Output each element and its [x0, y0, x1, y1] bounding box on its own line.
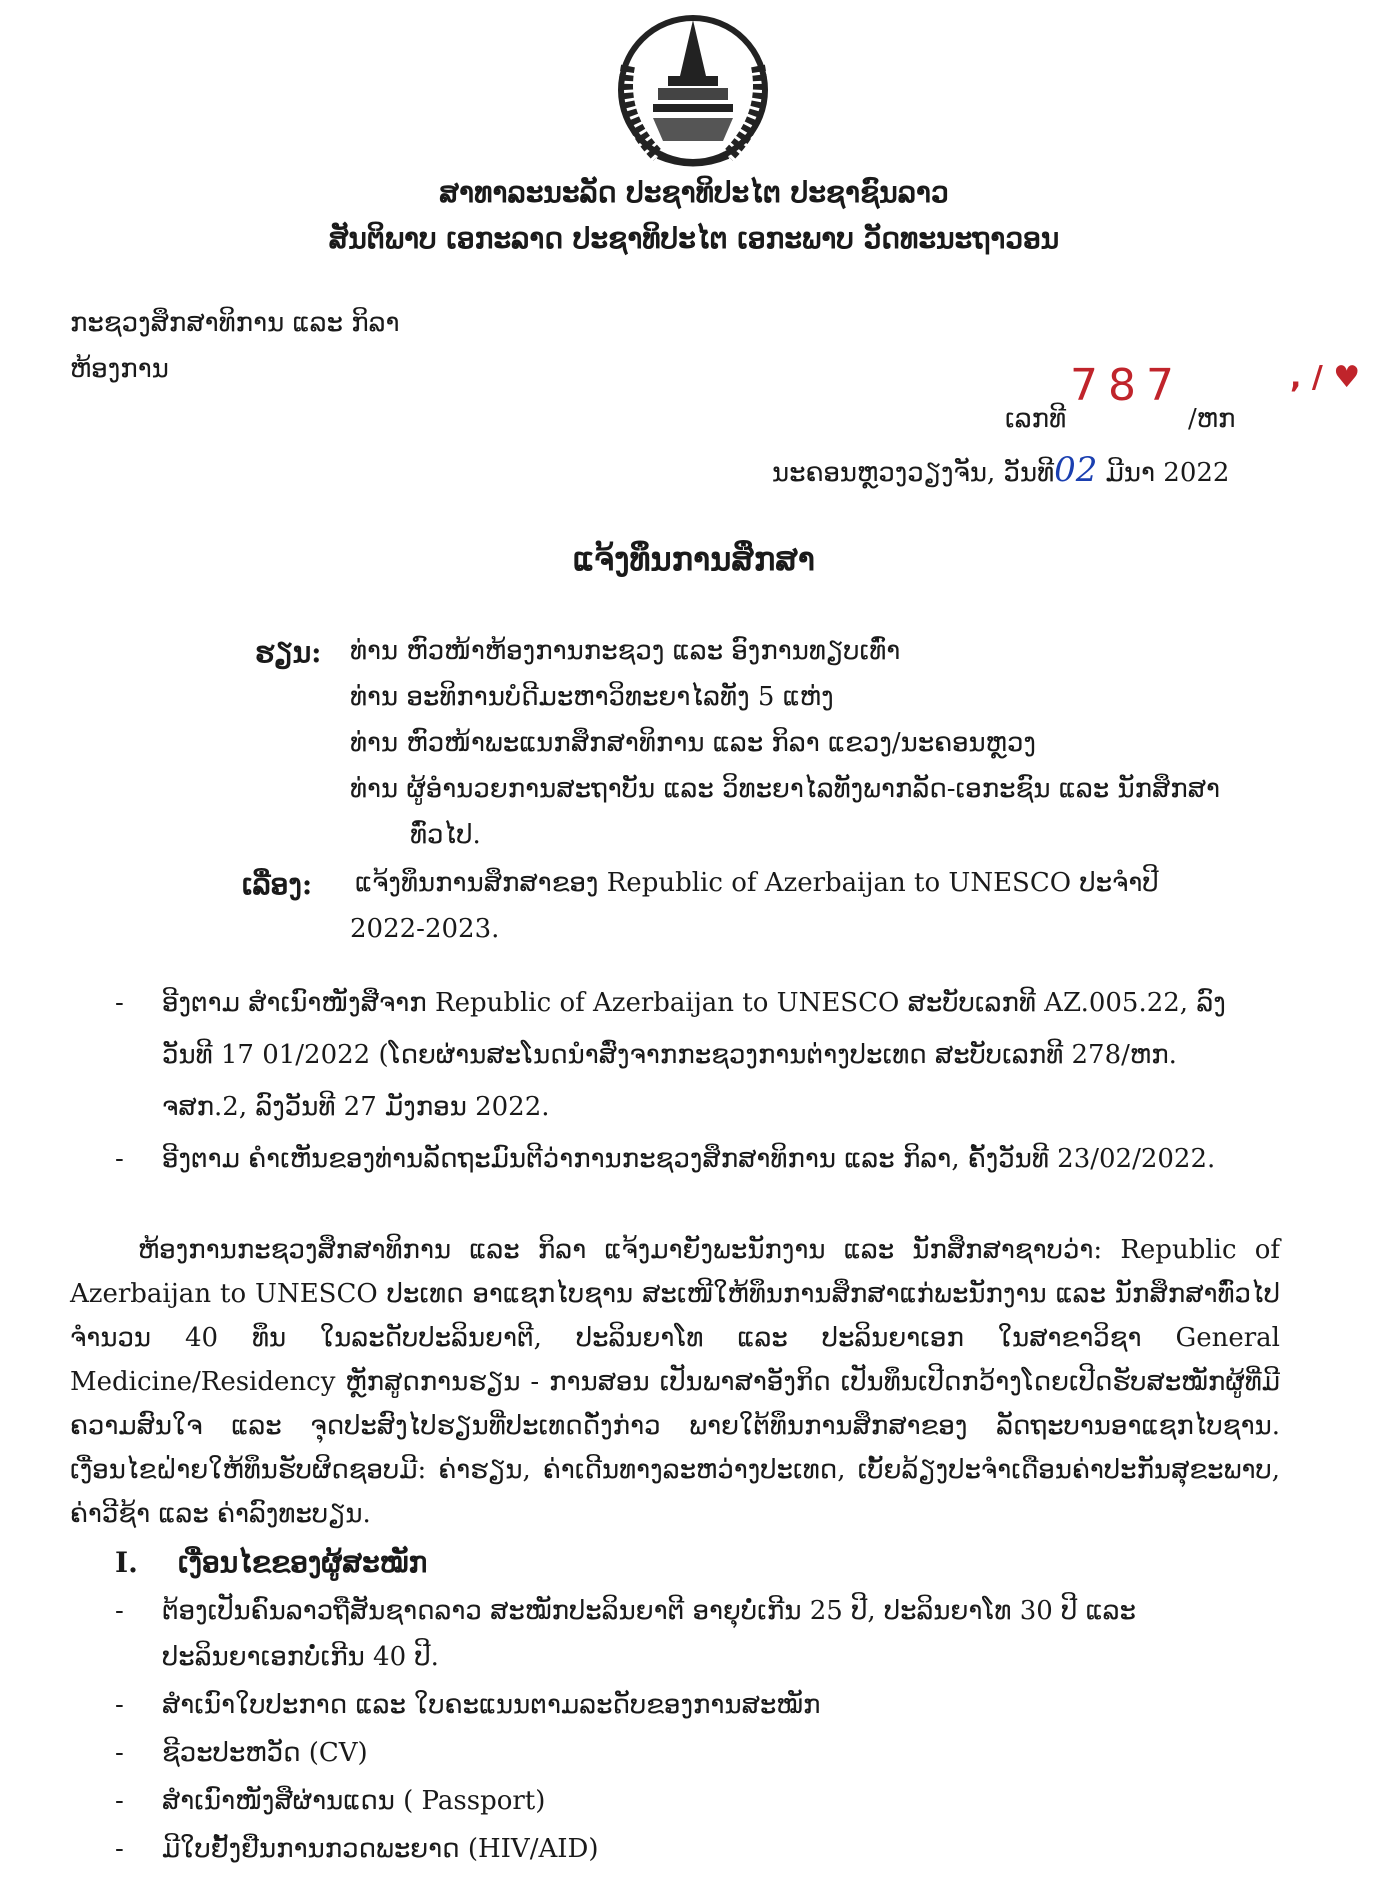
condition-1-dash: -: [115, 1596, 124, 1626]
subject-label: ເລື່ອງ:: [242, 868, 313, 901]
document-title: ແຈ້ງທຶນການສຶກສາ: [572, 540, 816, 578]
condition-1-line-2: ປະລິນຍາເອກບໍ່ເກີນ 40 ປີ.: [162, 1642, 439, 1672]
condition-2-line-1: ສຳເນົາໃບປະກາດ ແລະ ໃບຄະແນນຕາມລະດັບຂອງການສະໝັກ: [162, 1690, 821, 1720]
reference-1-dash: -: [115, 988, 124, 1018]
reference-number-label: ເລກທີ: [1005, 404, 1067, 434]
condition-5-line-1: ມີໃບຢັ້ງຢືນການກວດພະຍາດ (HIV/AID): [162, 1834, 599, 1864]
to-line-2: ທ່ານ ອະທິການບໍດີມະຫາວິທະຍາໄລທັງ 5 ແຫ່ງ: [350, 682, 834, 712]
condition-5-dash: -: [115, 1834, 124, 1864]
reference-2-dash: -: [115, 1144, 124, 1174]
section-1-numeral: I.: [115, 1546, 138, 1579]
ministry-office: ຫ້ອງການ: [70, 354, 169, 384]
to-line-3: ທ່ານ ຫົວໜ້າພະແນກສຶກສາທິການ ແລະ ກິລາ ແຂວງ/ນະຄອນຫຼວງ: [350, 728, 1036, 758]
to-line-1: ທ່ານ ຫົວໜ້າຫ້ອງການກະຊວງ ແລະ ອົງການທຽບເທົ່າ: [350, 636, 901, 666]
ministry-name: ກະຊວງສຶກສາທິການ ແລະ ກິລາ: [70, 308, 400, 338]
to-line-4: ທ່ານ ຜູ້ອຳນວຍການສະຖາບັນ ແລະ ວິທະຍາໄລທັງພາກລັດ-ເອກະຊົນ ແລະ ນັກສຶກສາ: [350, 774, 1221, 804]
condition-2-dash: -: [115, 1690, 124, 1720]
reference-number-suffix: /ຫກ: [1188, 404, 1236, 434]
header-line-2: ສັນຕິພາບ ເອກະລາດ ປະຊາທິປະໄຕ ເອກະພາບ ວັດທະນະຖາວອນ: [328, 222, 1060, 255]
subject-line-2: 2022-2023.: [350, 914, 500, 944]
reference-1-line-1: ອີງຕາມ ສຳເນົາໜັງສືຈາກ Republic of Azerbaijan to UNESCO ສະບັບເລກທີ AZ.005.22, ລົງ: [162, 988, 1226, 1018]
body-paragraph: ຫ້ອງການກະຊວງສຶກສາທິການ ແລະ ກິລາ ແຈ້ງມາຍັງພະນັກງານ ແລະ ນັກສຶກສາຊາບວ່າ: Republic of Azerbaijan to UNESCO ປະເທດ ອາແຊກໄບຊານ ສະເໜີໃຫ້ທຶນການສຶກສາແກ່ພະນັກງານ ແລະ ນັກສຶກສາທົ່ວໄປ ຈຳນວນ 40 ທຶນ ໃນລະດັບປະລິນຍາຕີ, ປະລິນຍາໂທ ແລະ ປະລິນຍາເອກ ໃນສາຂາວິຊາ General Medicine/Residency ຫຼັກສູດການຮຽນ - ການສອນ ເປັນພາສາອັງກິດ ເປັນທຶນເປີດກວ້າງໂດຍເປີດຮັບສະໝັກຜູ້ທີ່ມີຄວາມສົນໃຈ ແລະ ຈຸດປະສົງໄປຮຽນທີ່ປະເທດດັ່ງກ່າວ ພາຍໃຕ້ທຶນການສຶກສາຂອງ ລັດຖະບານອາແຊກໄບຊານ. ເງື່ອນໄຂຝ່າຍໃຫ້ທຶນຮັບຜິດຊອບມີ: ຄ່າຮຽນ, ຄ່າເດີນທາງລະຫວ່າງປະເທດ, ເບັ້ຍລ້ຽງປະຈຳເດືອນຄ່າປະກັນສຸຂະພາບ, ຄ່າວີຊ້າ ແລະ ຄ່າລົງທະບຽນ.: [70, 1235, 1280, 1529]
reference-1-line-3: ຈສກ.2, ລົງວັນທີ 27 ມັງກອນ 2022.: [162, 1092, 550, 1122]
to-label: ຮຽນ:: [255, 636, 322, 669]
condition-1-line-1: ຕ້ອງເປັນຄົນລາວຖືສັນຊາດລາວ ສະໝັກປະລິນຍາຕີ ອາຍຸບໍ່ເກີນ 25 ປີ, ປະລິນຍາໂທ 30 ປີ ແລະ: [162, 1596, 1136, 1626]
corner-marks: , / ♥: [1290, 360, 1361, 395]
condition-3-line-1: ຊີວະປະຫວັດ (CV): [162, 1738, 368, 1768]
subject-line-1: ແຈ້ງທຶນການສຶກສາຂອງ Republic of Azerbaijan to UNESCO ປະຈຳປີ: [355, 868, 1159, 898]
reference-2-line-1: ອີງຕາມ ຄຳເຫັນຂອງທ່ານລັດຖະມົນຕີວ່າການກະຊວງສຶກສາທິການ ແລະ ກິລາ, ຄັ້ງວັນທີ 23/02/2022.: [162, 1144, 1216, 1174]
reference-number-handwritten: 787: [1070, 360, 1184, 411]
to-line-5: ທົ່ວໄປ.: [410, 820, 481, 850]
condition-3-dash: -: [115, 1738, 124, 1768]
date-day-handwritten: 02: [1054, 450, 1098, 490]
lao-national-emblem: [598, 6, 788, 174]
header-line-1: ສາທາລະນະລັດ ປະຊາທິປະໄຕ ປະຊາຊົນລາວ: [439, 176, 949, 209]
condition-4-dash: -: [115, 1786, 124, 1816]
reference-1-line-2: ວັນທີ 17 01/2022 (ໂດຍຜ່ານສະໂນດນຳສົ່ງຈາກກະຊວງການຕ່າງປະເທດ ສະບັບເລກທີ 278/ຫກ.: [162, 1040, 1177, 1070]
section-1-heading: ເງື່ອນໄຂຂອງຜູ້ສະໝັກ: [178, 1546, 428, 1579]
date-suffix: ມີນາ 2022: [1105, 458, 1230, 488]
document-date: [772, 450, 1229, 490]
condition-4-line-1: ສຳເນົາໜັງສືຜ່ານແດນ ( Passport): [162, 1786, 546, 1816]
date-prefix: ນະຄອນຫຼວງວຽງຈັນ, ວັນທີ: [772, 458, 1055, 488]
